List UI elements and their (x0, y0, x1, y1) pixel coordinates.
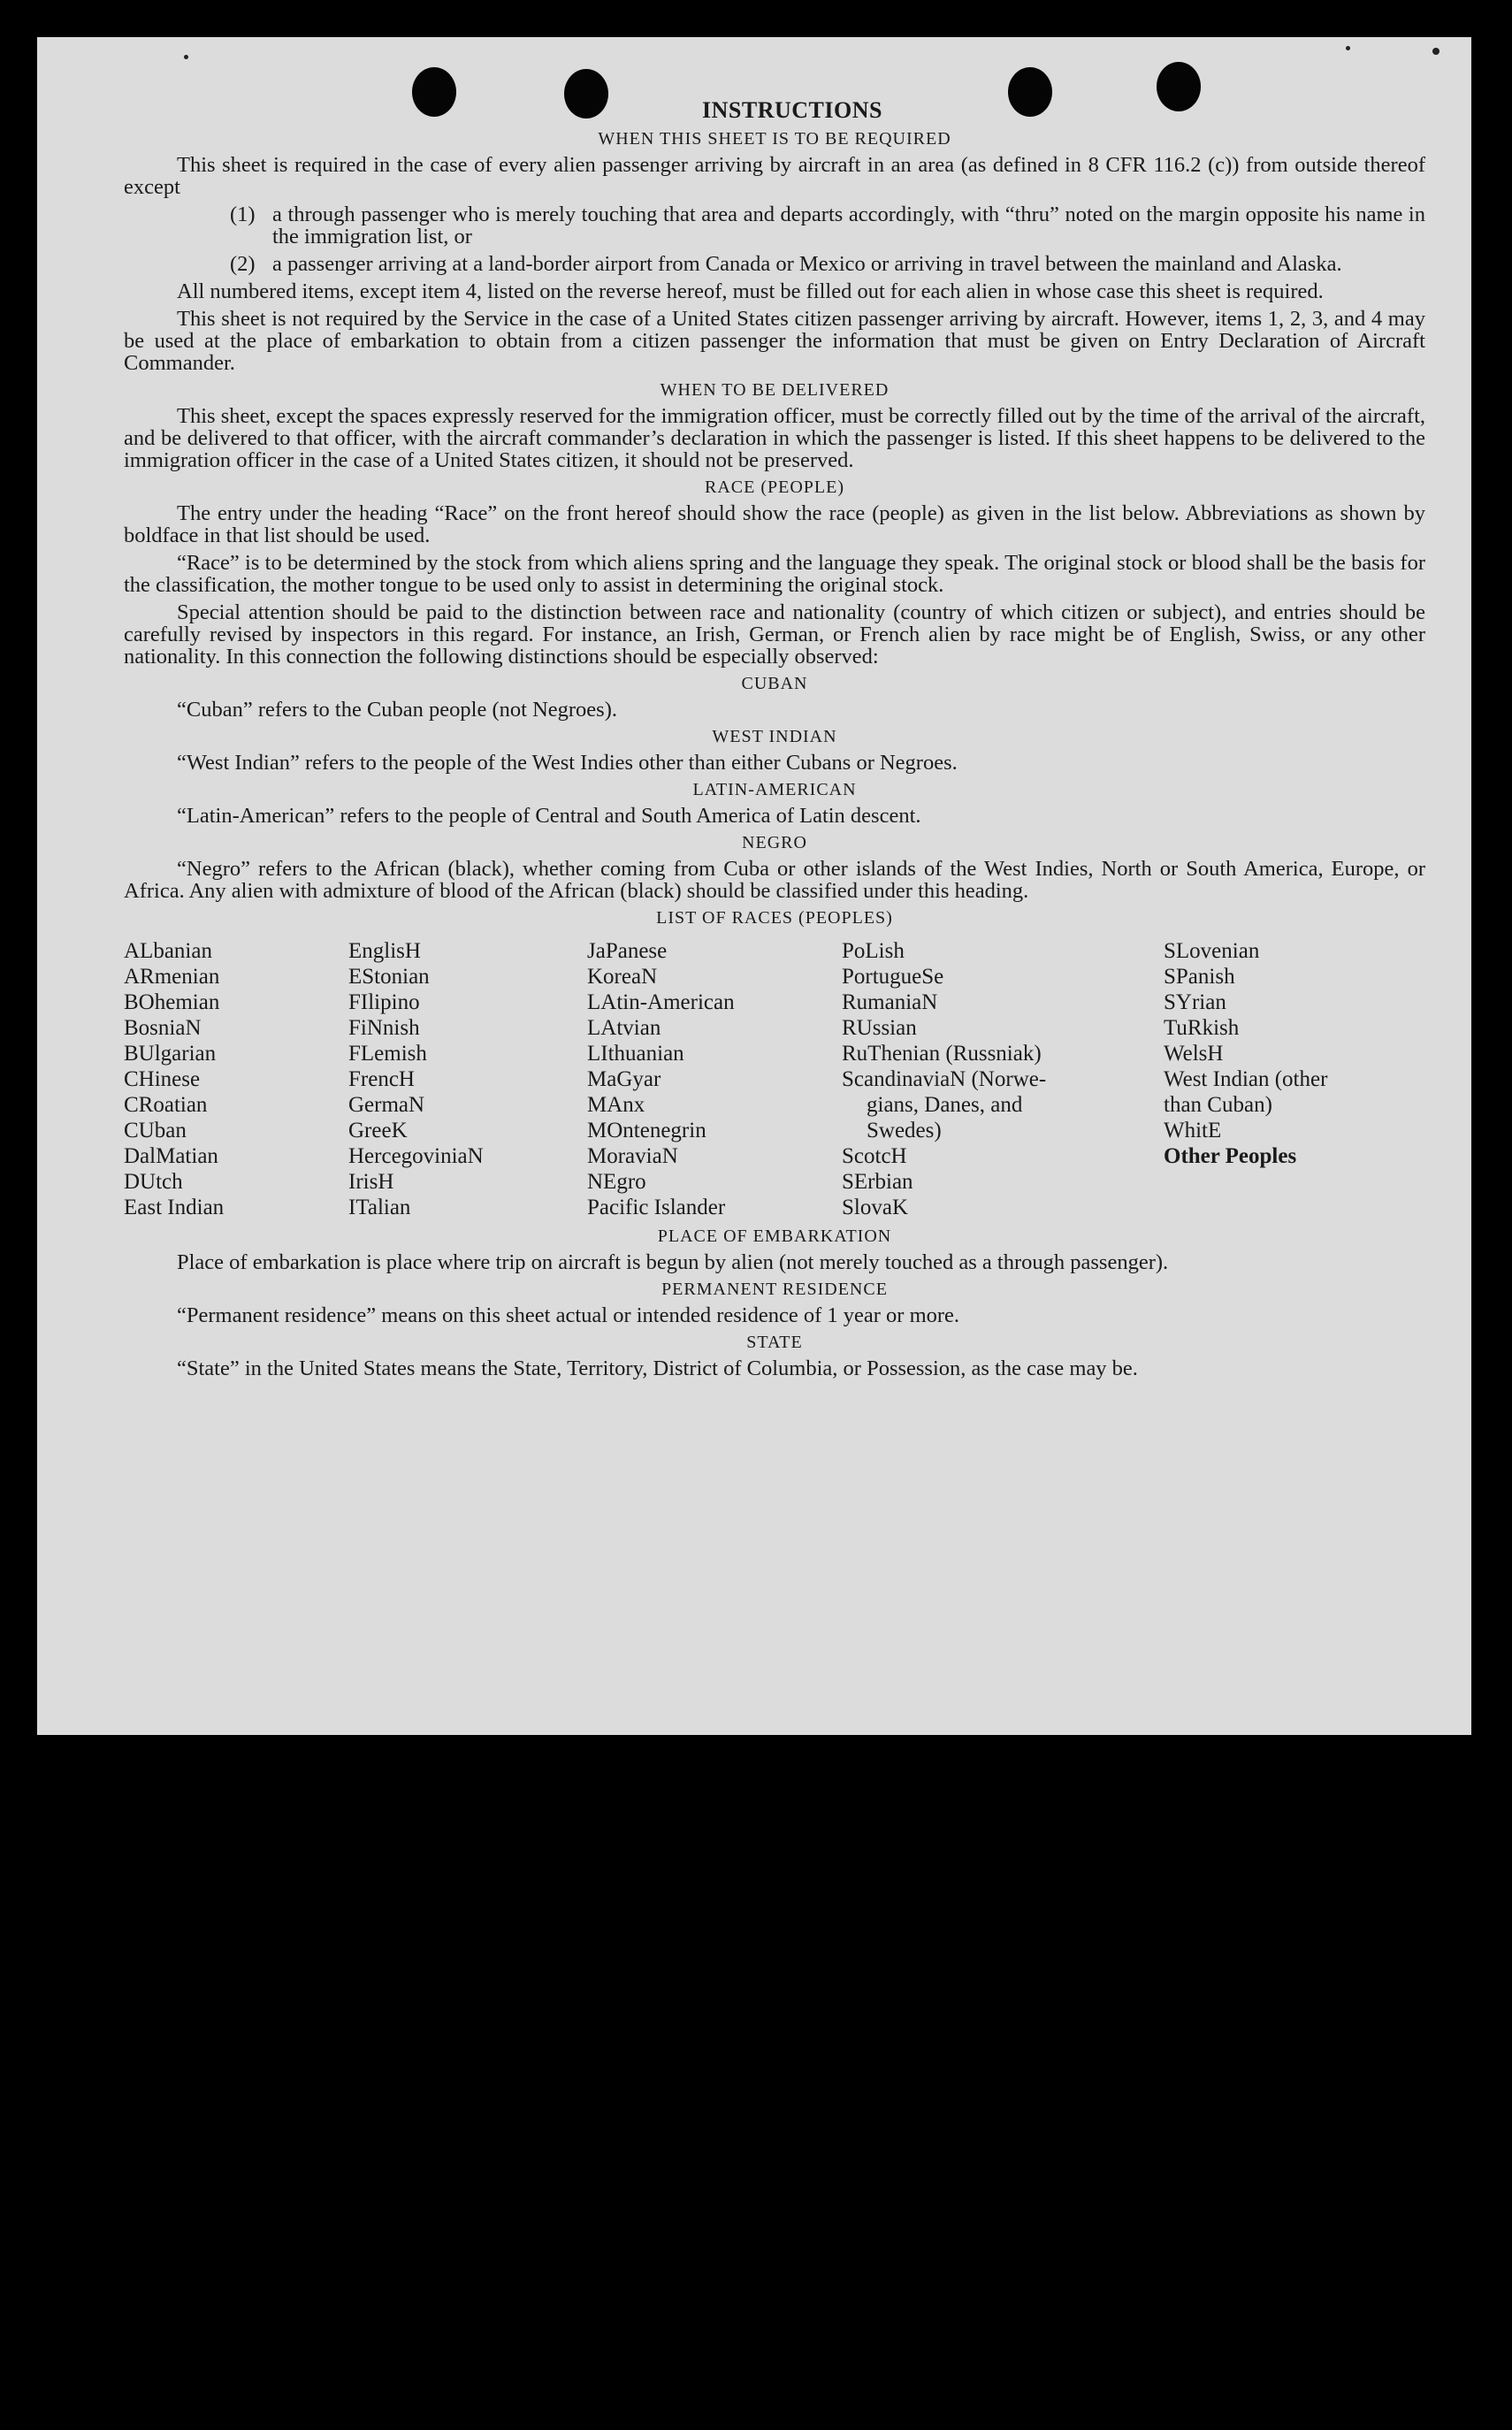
race-column (587, 938, 842, 1220)
race-entry: DUtch (124, 1170, 183, 1194)
race-entry: RuThenian (Russniak) (842, 1042, 1042, 1066)
race-list (124, 938, 1425, 1220)
paragraph: This sheet, except the spaces expressly reserved for the immigration officer, must be correctly filled out by the time of the arrival of the aircraft, and be delivered to that officer, with the aircraft commander’s declaration in which the passenger is listed. If this sheet happens to be delivered to the immigration officer in the case of a United States citizen, it should not be preserved. (124, 404, 1425, 472)
race-entry: BOhemian (124, 990, 220, 1014)
race-entry: JaPanese (587, 939, 668, 963)
race-entry: ScotcH (842, 1144, 907, 1168)
document-sheet (37, 37, 1471, 1735)
race-entry: SErbian (842, 1170, 913, 1194)
race-entry: PoLish (842, 939, 905, 963)
race-entry: FIlipino (348, 990, 420, 1014)
race-entry: Other Peoples (1164, 1144, 1297, 1168)
race-entry: GermaN (348, 1093, 425, 1117)
race-entry: ScandinaviaN (Norwe- (842, 1067, 1047, 1091)
race-entry: FLemish (348, 1042, 427, 1066)
paragraph: All numbered items, except item 4, listed on the reverse hereof, must be filled out for each alien in whose case this sheet is required. (177, 279, 1324, 303)
race-entry: Pacific Islander (587, 1196, 726, 1219)
race-entry: LAtin-American (587, 990, 735, 1014)
item-text: a passenger arriving at a land-border airport from Canada or Mexico or arriving in travel between the mainland and Alaska. (272, 252, 1342, 276)
item-number: (1) (230, 202, 256, 226)
item-number: (2) (230, 252, 256, 276)
race-entry: EnglisH (348, 939, 421, 963)
race-entry: gians, Danes, and (867, 1093, 1023, 1117)
speck (184, 55, 188, 59)
race-entry: MoraviaN (587, 1144, 678, 1168)
speck (1346, 46, 1350, 50)
race-entry: RumaniaN (842, 990, 938, 1014)
race-entry: KoreaN (587, 965, 658, 989)
section-heading: WHEN THIS SHEET IS TO BE REQUIRED (598, 129, 951, 149)
race-entry: IrisH (348, 1170, 394, 1194)
section-heading: LIST OF RACES (PEOPLES) (656, 908, 893, 928)
race-entry: MAnx (587, 1093, 645, 1117)
paragraph: “Cuban” refers to the Cuban people (not Negroes). (177, 698, 617, 722)
section-heading: WHEN TO BE DELIVERED (660, 380, 890, 400)
paragraph: “West Indian” refers to the people of the West Indies other than either Cubans or Negroes. (177, 751, 958, 775)
list-item (124, 203, 1425, 248)
instructions-content (124, 99, 1425, 1385)
race-entry: EStonian (348, 965, 430, 989)
speck (1432, 48, 1439, 55)
race-entry: DalMatian (124, 1144, 218, 1168)
race-entry: ALbanian (124, 939, 212, 963)
item-text: a through passenger who is merely touching that area and departs accordingly, with “thru” noted on the margin opposite his name in the immigration list, or (272, 202, 1425, 248)
race-entry: FiNnish (348, 1016, 420, 1040)
race-entry: WelsH (1164, 1042, 1224, 1066)
paragraph: The entry under the heading “Race” on the front hereof should show the race (people) as given in the list below. Abbreviations as shown by boldface in that list should be used. (124, 501, 1425, 547)
race-entry: SYrian (1164, 990, 1226, 1014)
race-entry: Swedes) (867, 1119, 942, 1142)
paragraph: This sheet is required in the case of every alien passenger arriving by aircraft in an area (as defined in 8 CFR 116.2 (c)) from outside thereof except (124, 153, 1425, 199)
race-entry: HercegoviniaN (348, 1144, 484, 1168)
race-entry: SPanish (1164, 965, 1235, 989)
paragraph: “State” in the United States means the State, Territory, District of Columbia, or Possession, as the case may be. (177, 1356, 1138, 1380)
race-entry: CRoatian (124, 1093, 208, 1117)
race-entry: SLovenian (1164, 939, 1260, 963)
race-entry: RUssian (842, 1016, 917, 1040)
paragraph: This sheet is not required by the Service in the case of a United States citizen passenger arriving by aircraft. However, items 1, 2, 3, and 4 may be used at the place of embarkation to obtain from a citizen passenger the information that must be given on Entry Declaration of Aircraft Commander. (124, 307, 1425, 375)
section-heading: PLACE OF EMBARKATION (657, 1226, 892, 1246)
race-entry: SlovaK (842, 1196, 908, 1219)
paragraph: “Latin-American” refers to the people of Central and South America of Latin descent. (177, 804, 921, 828)
race-entry: East Indian (124, 1196, 225, 1219)
section-heading: STATE (746, 1333, 803, 1352)
race-entry: LIthuanian (587, 1042, 684, 1066)
race-entry: FrencH (348, 1067, 415, 1091)
section-heading: WEST INDIAN (712, 727, 837, 746)
section-heading: LATIN-AMERICAN (692, 780, 857, 799)
race-entry: CUban (124, 1119, 187, 1142)
race-entry: TuRkish (1164, 1016, 1240, 1040)
race-entry: BUlgarian (124, 1042, 217, 1066)
race-column (124, 938, 348, 1220)
race-entry: West Indian (other (1164, 1067, 1328, 1091)
race-entry: BosniaN (124, 1016, 202, 1040)
race-entry: MOntenegrin (587, 1119, 706, 1142)
race-entry: LAtvian (587, 1016, 661, 1040)
race-entry: PortugueSe (842, 965, 944, 989)
paragraph: “Negro” refers to the African (black), whether coming from Cuba or other islands of the West Indies, North or South America, Europe, or Africa. Any alien with admixture of blood of the African (black) should be classified under this heading. (124, 857, 1425, 903)
paragraph: “Race” is to be determined by the stock from which aliens spring and the language they speak. The original stock or blood shall be the basis for the classification, the mother tongue to be used only to assist in determining the original stock. (124, 551, 1425, 597)
race-entry: CHinese (124, 1067, 201, 1091)
race-column (348, 938, 587, 1220)
page-title: INSTRUCTIONS (702, 97, 882, 123)
paragraph: Special attention should be paid to the distinction between race and nationality (country of which citizen or subject), and entries should be carefully revised by inspectors in this regard. For instance, an Irish, German, or French alien by race might be of English, Swiss, or any other nationality. In this connection the following distinctions should be especially observed: (124, 600, 1425, 669)
section-heading: RACE (PEOPLE) (705, 478, 844, 497)
race-entry: NEgro (587, 1170, 646, 1194)
list-item (124, 253, 1425, 275)
race-entry: ARmenian (124, 965, 220, 989)
race-column (842, 938, 1164, 1220)
race-entry: ITalian (348, 1196, 411, 1219)
paragraph: “Permanent residence” means on this sheet actual or intended residence of 1 year or more. (177, 1303, 960, 1327)
race-entry: GreeK (348, 1119, 408, 1142)
race-entry: WhitE (1164, 1119, 1222, 1142)
paragraph: Place of embarkation is place where trip on aircraft is begun by alien (not merely touched as a through passenger). (177, 1250, 1169, 1274)
section-heading: CUBAN (741, 674, 808, 693)
section-heading: NEGRO (742, 833, 807, 852)
race-column (1164, 938, 1425, 1220)
race-entry: MaGyar (587, 1067, 661, 1091)
race-entry: than Cuban) (1164, 1093, 1272, 1117)
section-heading: PERMANENT RESIDENCE (661, 1280, 888, 1299)
